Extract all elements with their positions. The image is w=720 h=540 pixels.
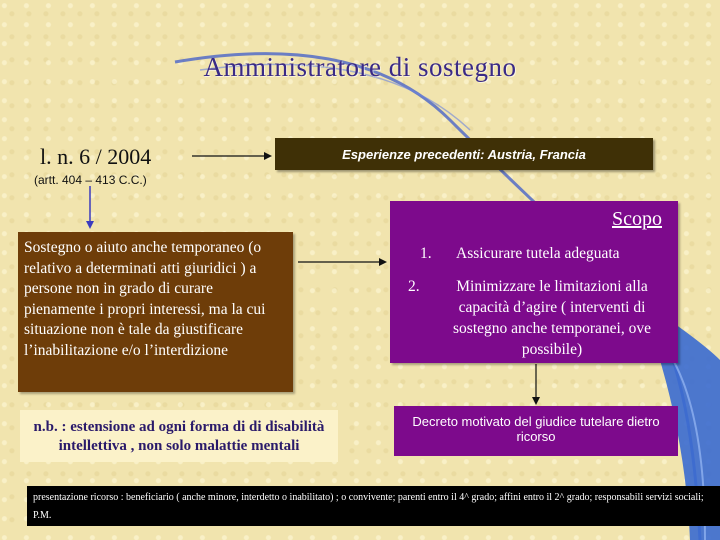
- scopo-box: [390, 201, 678, 363]
- footer-bar: [27, 486, 720, 526]
- scopo-item-text: Assicurare tutela adeguata: [456, 245, 620, 262]
- law-reference: l. n. 6 / 2004: [40, 144, 152, 169]
- articles-reference: (artt. 404 – 413 C.C.): [34, 173, 147, 187]
- scopo-title: Scopo: [612, 208, 662, 230]
- definition-box: [18, 232, 293, 392]
- decreto-text: Decreto motivato del giudice tutelare dietro ricorso: [412, 414, 660, 444]
- decreto-box: [394, 406, 678, 456]
- scopo-item-text: Minimizzare le limitazioni alla capacità d’agire ( interventi di sostegno anche temporanei, ove possibile): [453, 278, 651, 358]
- scopo-item-number: 2.: [408, 278, 420, 295]
- definition-text: Sostegno o aiuto anche temporaneo (o relativo a determinati atti giuridici ) a persone non in grado di curare pienamente i propri interessi, ma la cui situazione non è tale da giustificare l’inabilitazione e/o l’interdizione: [24, 239, 266, 359]
- page-title: Amministratore di sostegno: [203, 52, 517, 82]
- footer-text: presentazione ricorso : beneficiario ( anche minore, interdetto o inabilitato) ; o convivente; parenti entro il 4^ grado; affini entro il 2^ grado; responsabili servizi sociali; P.M.: [33, 492, 704, 521]
- experiences-box: [275, 138, 653, 170]
- scopo-item-number: 1.: [420, 245, 432, 262]
- note-text: n.b. : estensione ad ogni forma di di disabilità intellettiva , non solo malattie mentali: [33, 419, 325, 454]
- experiences-text: Esperienze precedenti: Austria, Francia: [342, 146, 586, 162]
- note-box: [20, 410, 338, 462]
